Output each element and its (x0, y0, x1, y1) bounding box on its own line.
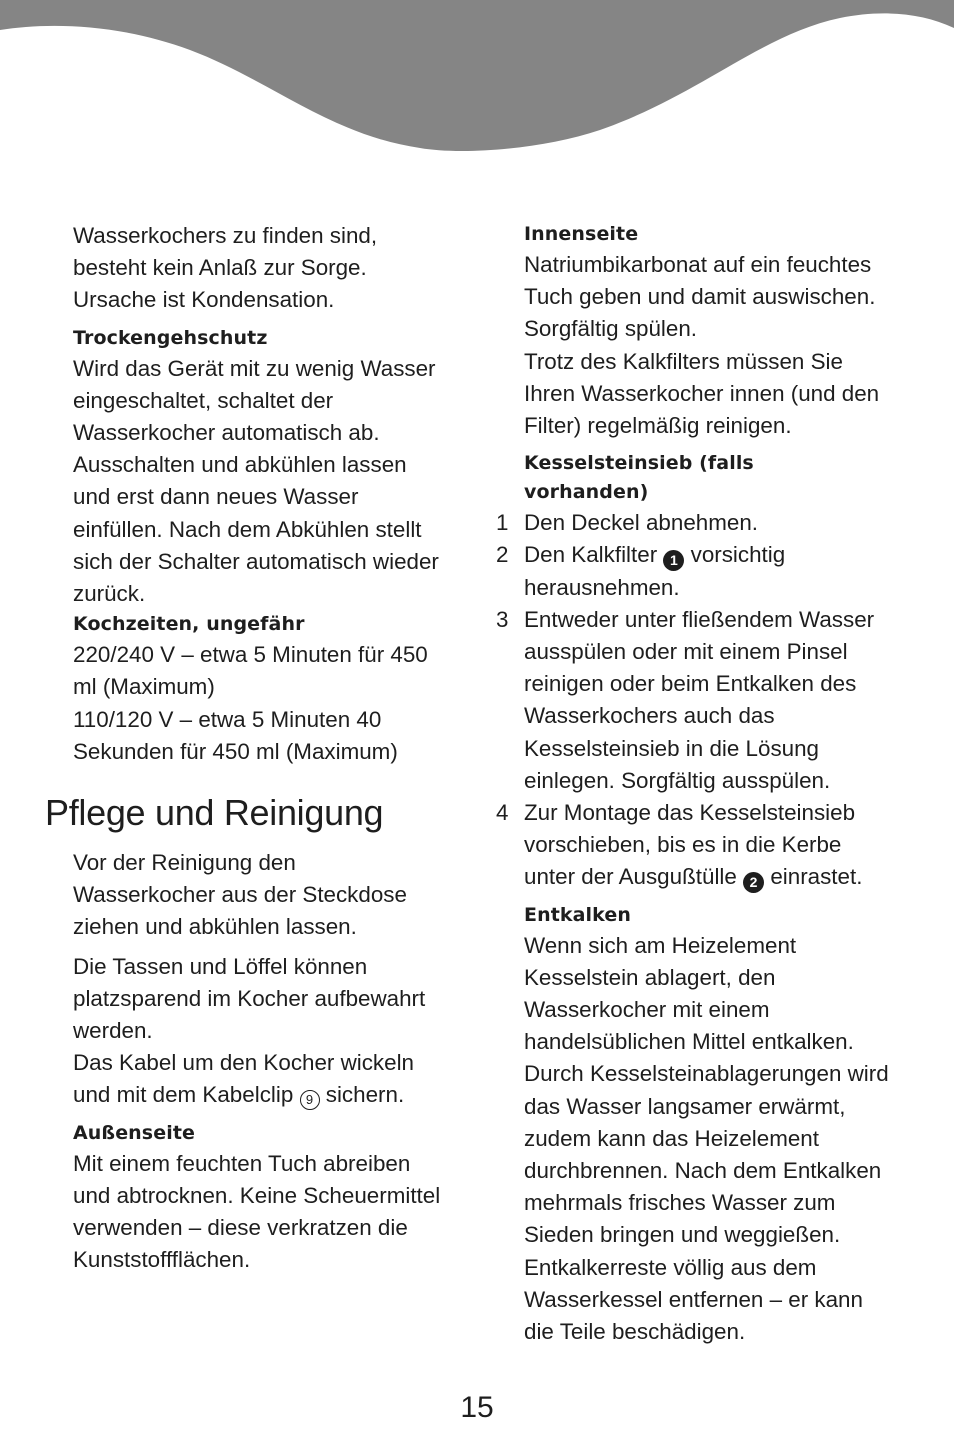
section-heading: Kesselsteinsieb (falls (524, 452, 754, 475)
text-line: Vor der Reinigung den (73, 850, 296, 876)
text-line: werden. (73, 1018, 153, 1044)
page-number: 15 (460, 1391, 494, 1424)
left-column (45, 220, 465, 1276)
text-line: ziehen und abkühlen lassen. (73, 914, 357, 940)
text-line: Durch Kesselsteinablagerungen wird (524, 1061, 889, 1087)
text-line: ausspülen oder mit einem Pinsel (524, 639, 848, 665)
text-line: herausnehmen. (524, 574, 680, 600)
text-line: Die Tassen und Löffel können (73, 953, 368, 979)
right-column (496, 220, 916, 1348)
text-line: vorschieben, bis es in die Kerbe (524, 832, 842, 858)
steps-list (496, 507, 916, 893)
text-line: Entweder unter fließendem Wasser (524, 606, 875, 632)
text-line: Wasserkocher automatisch ab. (73, 420, 380, 446)
text-line: und erst dann neues Wasser (73, 484, 359, 510)
text-line: einfüllen. Nach dem Abkühlen stellt (73, 516, 422, 542)
text-line: und abtrocknen. Keine Scheuermittel (73, 1182, 441, 1208)
list-item (496, 797, 916, 894)
text-line: Ihren Wasserkocher innen (und den (524, 380, 880, 406)
section-heading: vorhanden) (524, 481, 649, 504)
text-line: Wasserkocher mit einem (524, 997, 770, 1023)
text-line (73, 1079, 465, 1111)
step-number: 2 (496, 542, 509, 568)
step-number: 4 (496, 800, 509, 826)
text-line: Zur Montage das Kesselsteinsieb (524, 800, 856, 826)
text-line: Entkalkerreste völlig aus dem (524, 1254, 817, 1280)
text-line: sich der Schalter automatisch wieder (73, 548, 439, 574)
text-line: verwenden – diese verkratzen die (73, 1215, 408, 1241)
step-number: 3 (496, 606, 509, 632)
descaling-section (524, 901, 916, 1349)
text-line: Natriumbikarbonat auf ein feuchtes (524, 252, 872, 277)
scale-filter-section (496, 449, 916, 893)
text-line: 110/120 V – etwa 5 Minuten 40 (73, 706, 382, 732)
intro-paragraph (73, 220, 465, 317)
section-heading: Trockengehschutz (73, 326, 268, 349)
text-line: Ursache ist Kondensation. (73, 287, 335, 313)
text-line: Den Deckel abnehmen. (524, 510, 758, 536)
figure-ref-2-badge: 2 (743, 872, 764, 893)
text-line: Wenn sich am Heizelement (524, 932, 797, 958)
text-line: ml (Maximum) (73, 674, 215, 700)
boil-times-section (73, 610, 465, 768)
text-line: Sieden bringen und weggießen. (524, 1222, 841, 1248)
text-line: zudem kann das Heizelement (524, 1125, 819, 1151)
text-line: Trotz des Kalkfilters müssen Sie (524, 348, 843, 374)
text-fragment: Den Kalkfilter (524, 542, 658, 568)
text-line: reinigen oder beim Entkalken des (524, 671, 857, 697)
text-line: Wasserkochers zu finden sind, (73, 223, 378, 248)
text-fragment: und mit dem Kabelclip (73, 1082, 294, 1108)
care-paragraph-2 (73, 951, 465, 1112)
text-line: 220/240 V – etwa 5 Minuten für 450 (73, 642, 428, 668)
text-line: einlegen. Sorgfältig ausspülen. (524, 767, 831, 793)
inside-section (524, 220, 916, 442)
text-line: platzsparend im Kocher aufbewahrt (73, 985, 426, 1011)
figure-ref-1-badge: 1 (663, 550, 684, 571)
text-line: Filter) regelmäßig reinigen. (524, 413, 792, 439)
text-line: eingeschaltet, schaltet der (73, 387, 334, 413)
text-line: Kesselsteinsieb in die Lösung (524, 735, 820, 761)
text-line (524, 539, 916, 571)
text-line: Wasserkocher aus der Steckdose (73, 882, 407, 908)
header-wave-banner (0, 0, 954, 160)
text-line: Kesselstein ablagert, den (524, 964, 776, 990)
list-item (496, 507, 916, 539)
step-number: 1 (496, 510, 509, 536)
list-item (496, 539, 916, 603)
text-fragment: sichern. (325, 1082, 405, 1108)
text-line: die Teile beschädigen. (524, 1319, 746, 1345)
section-heading: Entkalken (524, 903, 631, 926)
care-paragraph-1 (73, 847, 465, 944)
list-item (496, 604, 916, 797)
text-line: besteht kein Anlaß zur Sorge. (73, 255, 367, 281)
text-fragment: unter der Ausgußtülle (524, 864, 737, 890)
text-line: zurück. (73, 581, 146, 607)
figure-ref-9-badge: 9 (300, 1090, 320, 1110)
text-line: Ausschalten und abkühlen lassen (73, 452, 407, 478)
dry-protection-section (73, 324, 465, 611)
text-line: Wasserkochers auch das (524, 703, 775, 729)
text-fragment: vorsichtig (690, 542, 786, 568)
text-line: Das Kabel um den Kocher wickeln (73, 1050, 415, 1076)
text-line: Sorgfältig spülen. (524, 316, 698, 342)
text-fragment: einrastet. (770, 864, 863, 890)
text-line: handelsüblichen Mittel entkalken. (524, 1029, 854, 1055)
text-line: durchbrennen. Nach dem Entkalken (524, 1158, 882, 1184)
text-line: Kunststoffflächen. (73, 1247, 251, 1273)
text-line: Wird das Gerät mit zu wenig Wasser (73, 355, 436, 381)
text-line: Sekunden für 450 ml (Maximum) (73, 738, 398, 764)
care-section-title: Pflege und Reinigung (45, 792, 384, 834)
text-line (524, 861, 916, 893)
text-line: Mit einem feuchten Tuch abreiben (73, 1150, 411, 1176)
outside-section (73, 1119, 465, 1277)
section-heading: Außenseite (73, 1121, 195, 1144)
text-line: Wasserkessel entfernen – er kann (524, 1286, 863, 1312)
section-heading: Innenseite (524, 223, 639, 245)
text-line: Tuch geben und damit auswischen. (524, 284, 876, 310)
text-line: mehrmals frisches Wasser zum (524, 1190, 836, 1216)
section-heading: Kochzeiten, ungefähr (73, 613, 305, 636)
text-line: das Wasser langsamer erwärmt, (524, 1093, 846, 1119)
